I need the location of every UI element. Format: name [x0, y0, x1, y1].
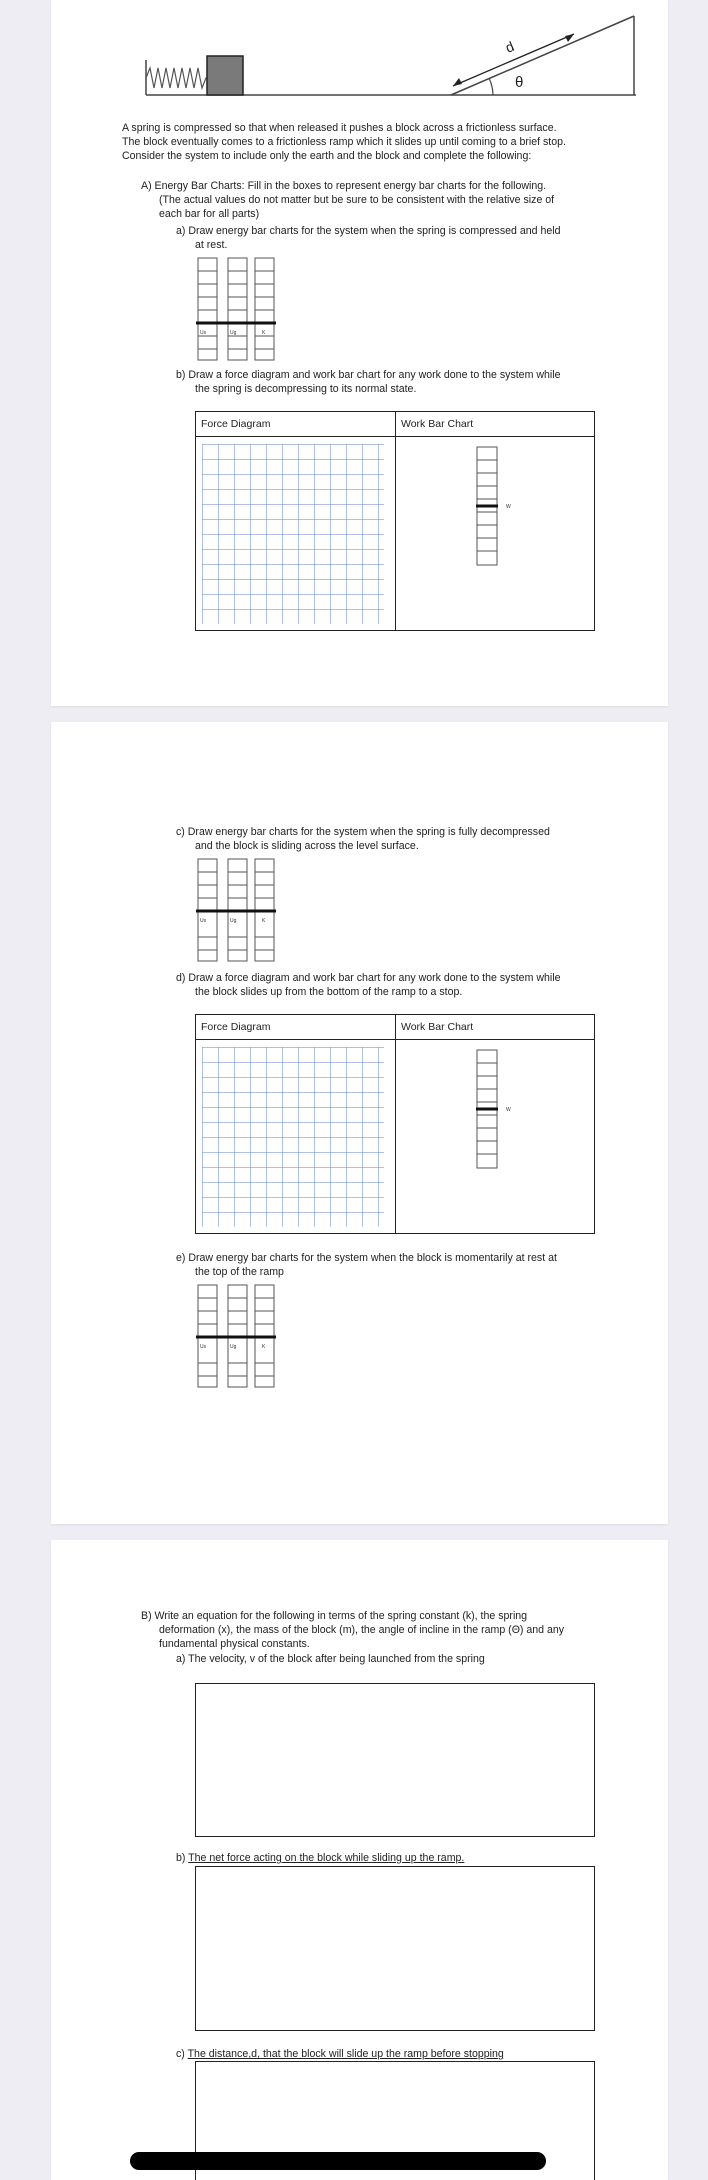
angle-arc — [489, 78, 493, 95]
spring-ramp-diagram — [141, 10, 661, 100]
work-bar-chart[interactable] — [476, 446, 516, 568]
label-ug: Ug — [230, 330, 237, 336]
partB-c-question — [176, 2047, 504, 2061]
energy-bar-chart-e[interactable] — [196, 1283, 276, 1389]
work-bar-chart-header: Work Bar Chart — [401, 1021, 474, 1033]
intro-line-1: A spring is compressed so that when released it pushes a block across a frictionless surface. — [122, 122, 557, 134]
partB-heading-2: deformation (x), the mass of the block (m), the angle of incline in the ramp (Θ) and any — [159, 1624, 565, 1636]
partA-b-line-1: b) Draw a force diagram and work bar chart for any work done to the system while — [176, 369, 561, 381]
partB-b-question — [176, 1851, 464, 1865]
worksheet-page-3 — [51, 1540, 668, 2180]
label-us: Us — [200, 918, 207, 924]
force-diagram-header: Force Diagram — [201, 1021, 271, 1033]
d-arrow-head-top — [565, 34, 574, 42]
worksheet-page-1 — [51, 0, 668, 706]
d-arrow-head-bottom — [453, 78, 462, 86]
partA-d-line-1: d) Draw a force diagram and work bar chart for any work done to the system while — [176, 972, 561, 984]
partB-b-prefix: b) — [176, 1852, 189, 1864]
label-k: K — [262, 918, 266, 924]
force-table-b — [195, 411, 595, 631]
worksheet-page-2 — [51, 722, 668, 1524]
partA-c-line-2: and the block is sliding across the level surface. — [195, 840, 419, 852]
partA-c-line-1: c) Draw energy bar charts for the system when the spring is fully decompressed — [176, 826, 550, 838]
ramp-incline — [451, 16, 634, 95]
partA-heading-1: A) Energy Bar Charts: Fill in the boxes to represent energy bar charts for the following. — [141, 180, 547, 192]
block — [207, 56, 243, 95]
partB-heading-3: fundamental physical constants. — [159, 1638, 310, 1650]
partA-e-line-1: e) Draw energy bar charts for the system when the block is momentarily at rest at — [176, 1252, 557, 1264]
force-table-d — [195, 1014, 595, 1234]
intro-line-2: The block eventually comes to a frictionless ramp which it slides up until coming to a brief stop. — [122, 136, 566, 148]
partA-a-line-1: a) Draw energy bar charts for the system when the spring is compressed and held — [176, 225, 561, 237]
label-k: K — [262, 1344, 266, 1350]
label-k: K — [262, 330, 266, 336]
answer-box-net-force[interactable] — [195, 1866, 595, 2031]
force-diagram-grid[interactable] — [202, 1047, 384, 1227]
d-arrow — [453, 34, 574, 86]
energy-bar-chart-c[interactable] — [196, 857, 276, 963]
force-diagram-header: Force Diagram — [201, 418, 271, 430]
partA-a-line-2: at rest. — [195, 239, 228, 251]
partA-heading-3: each bar for all parts) — [159, 208, 260, 220]
work-label: W — [506, 504, 511, 510]
partB-a-question: a) The velocity, v of the block after being launched from the spring — [176, 1653, 485, 1665]
energy-bar-chart-a[interactable] — [196, 256, 276, 362]
partB-c-text: The distance,d, that the block will slide up the ramp before stopping — [187, 2048, 504, 2060]
answer-box-velocity[interactable] — [195, 1683, 595, 1837]
work-bar-chart-header: Work Bar Chart — [401, 418, 474, 430]
partB-c-prefix: c) — [176, 2048, 188, 2060]
spring-coil — [146, 68, 210, 88]
intro-line-3: Consider the system to include only the earth and the block and complete the following: — [122, 150, 532, 162]
theta-label: θ — [515, 74, 524, 91]
force-diagram-grid[interactable] — [202, 444, 384, 624]
partA-b-line-2: the spring is decompressing to its normal state. — [195, 383, 417, 395]
partB-b-text: The net force acting on the block while sliding up the ramp. — [188, 1852, 465, 1864]
partA-e-line-2: the top of the ramp — [195, 1266, 284, 1278]
work-label: W — [506, 1107, 511, 1113]
label-us: Us — [200, 1344, 207, 1350]
partA-heading-2: (The actual values do not matter but be sure to be consistent with the relative size of — [159, 194, 555, 206]
label-ug: Ug — [230, 918, 237, 924]
partB-heading-1: B) Write an equation for the following in terms of the spring constant (k), the spring — [141, 1610, 528, 1622]
home-indicator[interactable] — [130, 2152, 546, 2170]
work-bar-chart[interactable] — [476, 1049, 516, 1171]
d-label: d — [502, 37, 517, 56]
label-us: Us — [200, 330, 207, 336]
partA-d-line-2: the block slides up from the bottom of the ramp to a stop. — [195, 986, 463, 998]
label-ug: Ug — [230, 1344, 237, 1350]
